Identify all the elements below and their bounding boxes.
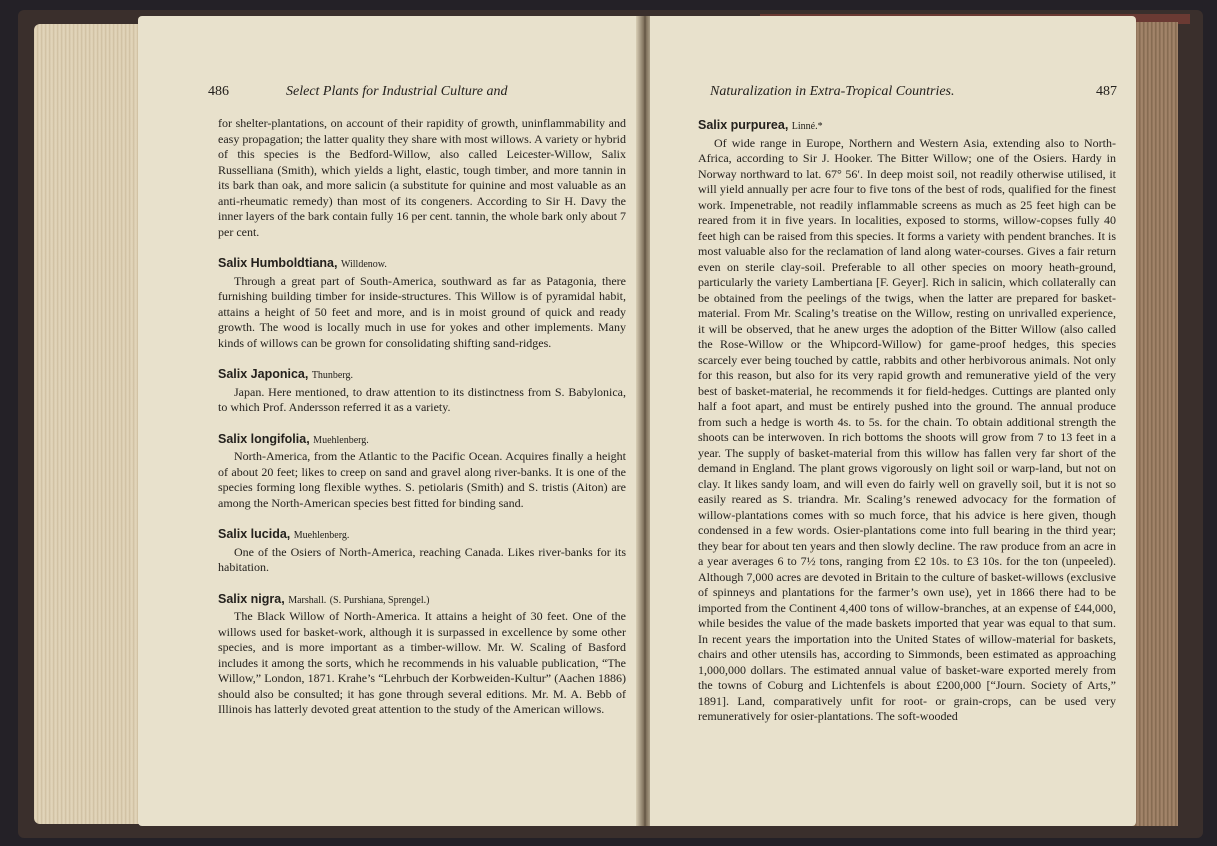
species-entry: [218, 432, 626, 512]
page-number: 487: [1096, 84, 1117, 99]
left-page: [138, 16, 640, 826]
species-heading: Salix longifolia, Muehlenberg.: [218, 431, 369, 446]
text-column: [218, 116, 626, 734]
species-description: Of wide range in Europe, Northern and Western Asia, extending also to North-Africa, according to Sir J. Hooker. The Bitter Willow; one of the Osiers. Hardy in Norway northward to lat. 67° 56′. In deep moist soil, not readily otherwise utilised, it will yield annually per acre four to five tons of the best of rods, qualified for the finest work. Impenetrable, not readily inflammable screens as much as 25 feet high can be reared from it in five years. In localities, exposed to storms, willow-copses fully 40 feet high can be raised from this species. It forms a variety with pendent branches. It is most valuable also for the reclamation of land along water-courses. Gives a fair return even on sterile clay-soil. Preferable to all other species on moory heath-ground, particularly the variety Lambertiana [F. Geyer]. Rich in salicin, which collaterally can be obtained from the peelings of the twigs, when the latter are prepared for basket-material. From Mr. Scaling’s treatise on the Willow, resting on unrivalled experience, it will be observed, that he anew urges the adoption of the Bitter Willow (also called the Rose-Willow or the Whipcord-Willow) for game-proof hedges, this species scarcely ever being touched by cattle, rabbits and other herbivorous animals. Not only for this reason, but also for its very rapid growth and remunerative yield of the very best of basket-material, he recommends it for field-hedges. Cuttings are planted only half a foot apart, and must be entirely pushed into the ground. The annual produce from such a hedge is worth 4s. to 5s. for the chain. To obtain additional strength the shoots can be interwoven. In rich bottoms the shoots will grow from 7 to 13 feet in a year. The supply of basket-material from this willow has fallen very far short of the demand in England. The plant grows vigorously on light soil or warp-land, but not on clay. It likes sandy loam, and will even do fairly well on gravelly soil, but it is not so easily reared as S. triandra. Mr. Scaling’s renewed advocacy for the formation of willow-plantations comes with so much force, that his advice is here given, though condensed in a few words. Osier-plantations come into full bearing in the third year; they bear for about ten years and then slowly decline. The raw produce from an acre in a year averages 6 to 7½ tons, ranging from £2 10s. to £3 10s. for the ton (unpeeled). Although 7,000 acres are devoted in Britain to the culture of basket-willows (exclusive of spinneys and plantations for the farmer’s own use), yet in 1866 there had to be imported from the Continent 4,400 tons of willow-branches, at an expense of £44,000, while besides the value of the made baskets imported that year was equal to that sum. In recent years the importation into the United States of willow-material for baskets, chairs and other utensils has, according to Simmonds, been estimated as approaching 1,000,000 dollars. The estimated annual value of basket-ware exported merely from the towns of Coburg and Lichtenfels is about £200,000 [“Journ. Society of Arts,” 1891]. Land, comparatively unfit for root- or grain-crops, can be used very remuneratively for osier-plantations. The soft-wooded: [698, 135, 1116, 723]
species-heading: Salix purpurea, Linné.*: [698, 118, 823, 132]
species-heading: Salix lucida, Muehlenberg.: [218, 527, 350, 541]
species-description: The Black Willow of North-America. It attains a height of 30 feet. One of the willows used for basket-work, although it is surpassed in excellence by some other species, and is more important as a timber-willow. Mr. W. Scaling of Basford includes it among the sorts, which he recommends in his valuable publication, “The Willow,” London, 1871. Krahe’s “Lehrbuch der Korbweiden-Kultur” (Aachen 1886) should also be consulted; it has gone through several editions. Mr. M. A. Bebb of Illinois has latterly devoted great attention to the study of the American willows.: [218, 609, 626, 716]
species-description: North-America, from the Atlantic to the Pacific Ocean. Acquires finally a height of about 20 feet; likes to creep on sand and gravel along river-banks. It is one of the species forming long flexible wythes. S. petiolaris (Smith) and S. tristis (Aiton) are among the North-American species best fitted for binding sand.: [218, 449, 626, 510]
species-description: Through a great part of South-America, southward as far as Patagonia, there furnishing building timber for inside-structures. This Willow is of pyramidal habit, attains a height of 50 feet and more, and is in moist ground of quick and ready growth. The wood is locally much in use for yokes and other implements. Many kinds of willows can be grown for consolidating shifting sand-ridges.: [218, 273, 626, 350]
page-edges-left: [34, 24, 154, 824]
running-head: Naturalization in Extra-Tropical Countries.: [710, 84, 955, 99]
species-entry: [218, 592, 626, 718]
species-entry: [218, 367, 626, 416]
species-description: One of the Osiers of North-America, reaching Canada. Likes river-banks for its habitation.: [218, 544, 626, 574]
species-entry: [698, 118, 1116, 725]
species-heading: Salix nigra, Marshall. (S. Purshiana, Sprengel.): [218, 591, 430, 606]
species-heading: Salix Humboldtiana, Willdenow.: [218, 256, 387, 270]
text-column: [698, 118, 1116, 741]
page-number: 486: [208, 84, 229, 99]
species-entry: [218, 256, 626, 351]
running-head: Select Plants for Industrial Culture and: [286, 84, 508, 99]
species-description: Japan. Here mentioned, to draw attention to its distinctness from S. Babylonica, to which Prof. Andersson referred it as a variety.: [218, 384, 626, 414]
right-page: [650, 16, 1136, 826]
continuation-paragraph: for shelter-plantations, on account of their rapidity of growth, uninflammability and easy propagation; the latter quality they share with most willows. A variety or hybrid of this species is the Bedford-Willow, also called Leicester-Willow, Salix Russelliana (Smith), which yields a light, elastic, tough timber, and more tannin in its bark than oak, and more salicin (a substitute for quinine and most valuable as an anti-rheumatic remedy) than most of its congeners. According to Sir H. Davy the inner layers of the bark contain fully 16 per cent. tannin, the whole bark only about 7 per cent.: [218, 116, 626, 239]
species-heading: Salix Japonica, Thunberg.: [218, 367, 354, 381]
species-entry: [218, 527, 626, 576]
